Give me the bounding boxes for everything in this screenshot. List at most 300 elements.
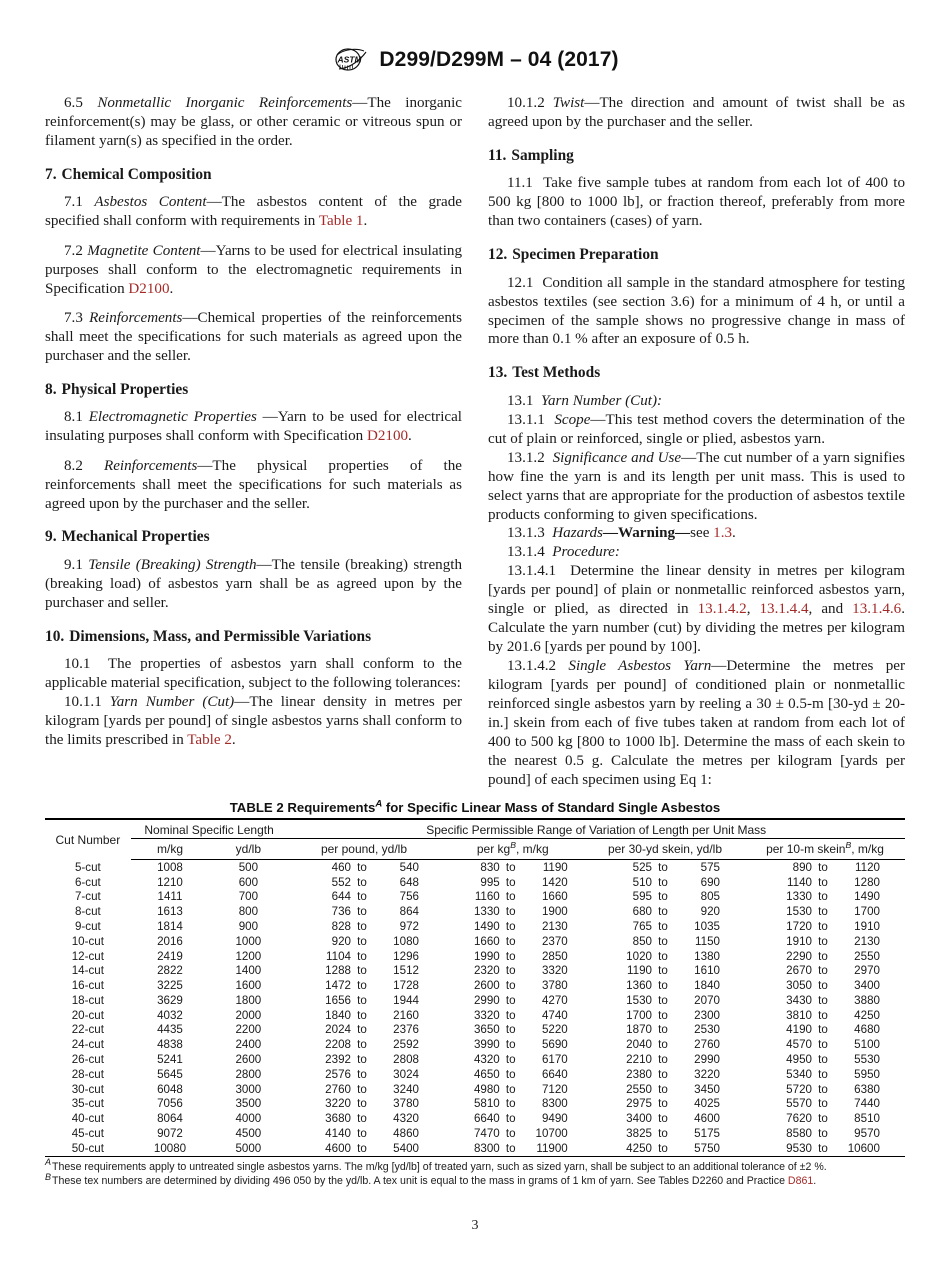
paragraph-10-1-2 <box>488 94 905 132</box>
range-low: 552 <box>331 875 351 889</box>
range-separator: to <box>505 1008 516 1022</box>
table-cell <box>287 904 440 919</box>
cell-mkg: 2822 <box>157 964 183 978</box>
table-row <box>45 919 905 934</box>
clause-text: —This test method covers the determination of the cut of plain or reinforced, single or plied, asbestos yarn. <box>488 411 905 447</box>
clause-number: 13.1 <box>507 392 534 409</box>
range-separator: to <box>505 920 516 934</box>
range-low: 2670 <box>786 964 812 978</box>
range-low: 850 <box>632 934 652 948</box>
range-low: 4950 <box>786 1053 812 1067</box>
range-high: 2970 <box>854 964 880 978</box>
table-row <box>45 993 905 1008</box>
heading-12 <box>488 246 905 264</box>
clause-number: 7.2 <box>64 242 83 259</box>
table-cell <box>287 1126 440 1141</box>
table-cell <box>441 1111 585 1126</box>
range-low: 1190 <box>627 964 652 978</box>
clause-text: —The asbestos content of the grade specified shall conform with requirements in <box>45 194 462 230</box>
range-separator: to <box>818 1008 828 1022</box>
cell-ydlb: 4000 <box>235 1112 262 1126</box>
range-low: 1530 <box>626 993 652 1007</box>
table-row <box>45 1097 905 1112</box>
header-nominal-specific-length: Nominal Specific Length <box>131 820 288 839</box>
link-d2100[interactable]: D2100 <box>128 280 170 297</box>
table-cell <box>745 1111 905 1126</box>
table-cell <box>585 1126 745 1141</box>
table-cell <box>287 1097 440 1112</box>
range-separator: to <box>658 875 668 889</box>
table-cell <box>287 1067 440 1082</box>
range-high: 3780 <box>393 1097 419 1111</box>
table-2-title <box>45 800 905 818</box>
cell-ydlb: 1400 <box>235 964 262 978</box>
paragraph-13-1-4 <box>488 543 905 562</box>
range-low: 2760 <box>325 1082 351 1096</box>
range-low: 2380 <box>626 1067 652 1081</box>
range-separator: to <box>505 1053 516 1067</box>
range-low: 4980 <box>473 1082 500 1096</box>
clause-number: 8.1 <box>64 409 83 426</box>
clause-number: 13.1.3 <box>507 525 545 542</box>
range-separator: to <box>357 1023 367 1037</box>
table-cell <box>287 1008 440 1023</box>
paragraph-8-2 <box>45 457 462 514</box>
table-cell <box>441 890 585 905</box>
link-d2100[interactable]: D2100 <box>366 428 409 445</box>
range-high: 4250 <box>854 1008 880 1022</box>
heading-number: 7. <box>45 165 57 183</box>
cell-ydlb: 1200 <box>235 949 262 963</box>
clause-term: Yarn Number (Cut): <box>540 392 663 409</box>
range-high: 4680 <box>854 1023 880 1037</box>
clause-text-tail: . Calculate the yarn number (cut) by dividing the metres per kilogram by 201.6 [yards per pound by 100]. <box>488 601 905 656</box>
range-high: 4320 <box>393 1112 419 1126</box>
range-separator: to <box>357 890 367 904</box>
table-cell <box>745 875 905 890</box>
range-separator: to <box>357 964 367 978</box>
cell-mkg: 2016 <box>157 934 183 948</box>
table-cell <box>287 978 440 993</box>
cell-cut-number: 16-cut <box>71 979 104 993</box>
range-high: 4740 <box>541 1008 568 1022</box>
cell-cut-number: 12-cut <box>71 949 104 963</box>
paragraph-13-1-4-2 <box>488 657 905 790</box>
range-high: 2376 <box>393 1023 419 1037</box>
range-separator: to <box>505 964 516 978</box>
header-per-30yd-skein: per 30-yd skein, yd/lb <box>585 839 745 860</box>
range-low: 3220 <box>325 1097 351 1111</box>
cell-mkg: 7056 <box>157 1097 183 1111</box>
clause-term: Magnetite Content <box>87 242 201 259</box>
table-row <box>45 1082 905 1097</box>
table-cell <box>745 1097 905 1112</box>
range-separator: to <box>658 1097 668 1111</box>
range-low: 736 <box>331 905 351 919</box>
table-cell <box>287 1023 440 1038</box>
clause-text: —The inorganic reinforcement(s) may be glass, or other ceramic or vitreous spun or filament yarn(s) as specified in the order. <box>45 95 462 149</box>
range-low: 830 <box>480 860 500 874</box>
clause-text-tail: . <box>363 213 368 230</box>
range-separator: to <box>357 1008 367 1022</box>
table-title-post: for Specific Linear Mass of Standard Single Asbestos <box>382 800 721 815</box>
range-high: 1840 <box>694 979 720 993</box>
link-table-1[interactable]: Table 1 <box>318 213 364 230</box>
range-high: 5750 <box>694 1141 720 1155</box>
range-separator: to <box>505 860 516 874</box>
link-13-1-4-2[interactable]: 13.1.4.2 <box>697 601 747 618</box>
range-low: 2320 <box>473 964 500 978</box>
range-separator: to <box>505 890 516 904</box>
range-high: 2808 <box>393 1053 419 1067</box>
range-separator: to <box>357 1053 367 1067</box>
footnote-b <box>45 1171 905 1189</box>
cell-mkg: 1210 <box>157 875 183 889</box>
table-cell <box>745 993 905 1008</box>
range-separator: to <box>357 1141 367 1155</box>
range-low: 1288 <box>325 964 351 978</box>
range-low: 644 <box>331 890 351 904</box>
header-cut-number: Cut Number <box>55 833 121 848</box>
range-low: 1104 <box>326 949 351 963</box>
cell-ydlb: 1800 <box>235 993 262 1007</box>
range-low: 9530 <box>786 1141 812 1155</box>
cell-ydlb: 1000 <box>235 934 262 948</box>
range-high: 2370 <box>541 934 568 948</box>
table-cell <box>287 919 440 934</box>
range-low: 1720 <box>786 920 812 934</box>
heading-title: Physical Properties <box>61 380 189 398</box>
range-low: 1360 <box>626 979 652 993</box>
clause-term: Yarn Number (Cut) <box>109 694 235 711</box>
range-low: 1490 <box>473 920 500 934</box>
range-separator: to <box>505 993 516 1007</box>
header-per-pound: per pound, yd/lb <box>287 839 440 860</box>
table-row <box>45 1126 905 1141</box>
range-high: 5690 <box>541 1038 568 1052</box>
range-separator: to <box>818 1067 828 1081</box>
heading-title: Sampling <box>511 146 574 164</box>
range-high: 1420 <box>541 875 568 889</box>
clause-text: —Determine the metres per kilogram [yards per pound] of conditioned plain or nonmetallic reinforced single asbestos yarn by reeling a 30 ± 0.5-m [30-yd ± 20-in.] skein from each of five tubes taken at random from each lot of 400 to 500 kg [800 to 1000 lb]. Determine the mass of each skein to the nearest 0.5 g. Calculate the metres per kilogram [yards per pound] of each specimen using Eq 1: <box>488 658 905 788</box>
range-low: 2600 <box>473 979 500 993</box>
table-cell <box>441 904 585 919</box>
range-low: 4650 <box>473 1067 500 1081</box>
table-row <box>45 890 905 905</box>
table-cell <box>585 1008 745 1023</box>
astm-logo-icon <box>331 46 369 73</box>
clause-term: Single Asbestos Yarn <box>568 658 712 675</box>
range-low: 1530 <box>786 905 812 919</box>
heading-11 <box>488 147 905 165</box>
range-separator: to <box>658 905 668 919</box>
table-2-footnotes <box>45 1157 905 1189</box>
range-separator: to <box>818 1038 828 1052</box>
table-row <box>45 1052 905 1067</box>
cell-mkg: 2419 <box>157 949 183 963</box>
clause-text: —The cut number of a yarn signifies how fine the yarn is and its length per unit mass. This is used to select yarns that are appropriate for the production of asbestos textile products conforming to given specifications. <box>488 449 905 523</box>
range-separator: to <box>505 1038 516 1052</box>
range-low: 890 <box>792 860 812 874</box>
range-low: 3050 <box>786 979 812 993</box>
clause-separator: , <box>746 601 760 618</box>
footnote-marker-b: B <box>510 840 516 850</box>
range-low: 4190 <box>786 1023 812 1037</box>
paragraph-13-1-2 <box>488 449 905 525</box>
range-separator: to <box>818 920 828 934</box>
table-cell <box>441 1067 585 1082</box>
heading-7 <box>45 166 462 184</box>
clause-number: 10.1.1 <box>64 694 102 711</box>
cell-mkg: 4838 <box>157 1038 183 1052</box>
range-low: 525 <box>632 860 652 874</box>
link-table-2[interactable]: Table 2 <box>187 732 232 748</box>
heading-title: Test Methods <box>512 364 601 382</box>
table-row <box>45 904 905 919</box>
range-separator: to <box>357 905 367 919</box>
range-low: 6640 <box>473 1112 500 1126</box>
table-cell <box>745 1008 905 1023</box>
range-high: 5175 <box>694 1126 720 1140</box>
table-cell <box>441 1126 585 1141</box>
range-high: 5100 <box>854 1038 880 1052</box>
table-2-body <box>45 860 905 1157</box>
range-high: 6640 <box>541 1067 568 1081</box>
range-low: 460 <box>331 860 351 874</box>
range-separator: to <box>357 934 367 948</box>
cell-cut-number: 14-cut <box>71 964 104 978</box>
range-separator: to <box>658 949 668 963</box>
cell-ydlb: 1600 <box>235 979 262 993</box>
cell-mkg: 1411 <box>157 890 183 904</box>
cell-cut-number: 35-cut <box>71 1097 104 1111</box>
range-high: 1944 <box>393 993 419 1007</box>
range-separator: to <box>505 905 516 919</box>
table-row <box>45 1037 905 1052</box>
range-separator: to <box>357 875 367 889</box>
range-high: 8300 <box>541 1097 568 1111</box>
table-cell <box>585 1023 745 1038</box>
range-high: 7120 <box>541 1082 568 1096</box>
range-high: 756 <box>399 890 419 904</box>
range-high: 6380 <box>854 1082 880 1096</box>
table-cell <box>287 875 440 890</box>
clause-number: 13.1.4.1 <box>507 563 557 580</box>
table-header-sub-row <box>45 839 905 860</box>
table-row <box>45 1111 905 1126</box>
range-low: 5570 <box>786 1097 812 1111</box>
clause-text: The properties of asbestos yarn shall conform to the applicable material specification, subject to the following tolerances: <box>45 656 462 692</box>
cell-mkg: 4435 <box>157 1023 183 1037</box>
clause-text: —The tensile (breaking) strength (breaking load) of asbestos yarn shall be as agreed upon by the purchaser and seller. <box>45 556 462 611</box>
cell-ydlb: 2800 <box>235 1067 262 1081</box>
range-high: 2760 <box>694 1038 720 1052</box>
range-high: 3240 <box>393 1082 419 1096</box>
table-cell <box>745 919 905 934</box>
range-high: 2070 <box>694 993 720 1007</box>
table-cell <box>441 1052 585 1067</box>
clause-text: —Yarns to be used for electrical insulating purposes shall conform to the electromagnetic requirements in Specification <box>45 242 463 297</box>
range-high: 2850 <box>541 949 568 963</box>
range-separator: to <box>357 860 367 874</box>
table-cell <box>287 1037 440 1052</box>
range-high: 2530 <box>694 1023 720 1037</box>
range-separator: to <box>357 993 367 1007</box>
range-separator: to <box>658 964 668 978</box>
table-cell <box>585 919 745 934</box>
range-high: 1910 <box>854 920 880 934</box>
cell-mkg: 1814 <box>157 920 183 934</box>
table-cell <box>745 1126 905 1141</box>
link-1-3[interactable]: 1.3 <box>713 525 733 542</box>
clause-term: Electromagnetic Properties <box>88 409 257 426</box>
cell-ydlb: 3000 <box>235 1082 262 1096</box>
cell-cut-number: 26-cut <box>71 1053 104 1067</box>
clause-term: Reinforcements <box>104 457 198 474</box>
table-cell <box>745 1023 905 1038</box>
range-separator: to <box>658 1038 668 1052</box>
cell-ydlb: 600 <box>238 875 259 889</box>
range-separator: to <box>505 1082 516 1096</box>
heading-13 <box>488 364 905 382</box>
range-separator: to <box>818 993 828 1007</box>
footnote-b-text: These tex numbers are determined by dividing 496 050 by the yd/lb. A tex unit is equal to the mass in grams of 1 km of yarn. See Tables D2260 and Practice <box>52 1175 788 1188</box>
cell-mkg: 1613 <box>157 905 183 919</box>
table-cell <box>585 860 745 875</box>
range-separator: to <box>505 934 516 948</box>
clause-number: 11.1 <box>507 175 533 192</box>
clause-term: Hazards <box>552 525 603 542</box>
cell-cut-number: 5-cut <box>74 860 101 874</box>
range-separator: to <box>818 1053 828 1067</box>
range-separator: to <box>357 1067 367 1081</box>
footnote-a-text: These requirements apply to untreated single asbestos yarns. The m/kg [yd/lb] of treated yarn, such as sized yarn, shall be subject to an additional tolerance of ±2 %. <box>52 1160 827 1173</box>
table-cell <box>745 890 905 905</box>
table-row <box>45 949 905 964</box>
table-cell <box>287 1052 440 1067</box>
range-separator: to <box>658 1082 668 1096</box>
table-cell <box>287 1111 440 1126</box>
range-high: 805 <box>700 890 720 904</box>
range-separator: to <box>818 875 828 889</box>
range-low: 1330 <box>786 890 812 904</box>
cell-cut-number: 22-cut <box>71 1023 104 1037</box>
cell-cut-number: 10-cut <box>71 934 104 948</box>
range-low: 2290 <box>786 949 812 963</box>
range-high: 3024 <box>393 1067 419 1081</box>
range-high: 1035 <box>694 920 720 934</box>
clause-text: —Chemical properties of the reinforcements shall meet the specifications for such materials as agreed upon the purchaser and the seller. <box>45 309 462 364</box>
clause-separator: , and <box>808 601 853 618</box>
range-low: 595 <box>632 890 652 904</box>
range-low: 680 <box>632 905 652 919</box>
clause-number: 13.1.1 <box>507 411 545 428</box>
paragraph-10-1 <box>45 655 462 693</box>
header-specific-permissible-range: Specific Permissible Range of Variation of Length per Unit Mass <box>287 820 905 839</box>
page-number: 3 <box>471 1218 479 1233</box>
table-cell <box>585 1111 745 1126</box>
range-high: 5530 <box>854 1053 880 1067</box>
range-high: 1380 <box>694 949 720 963</box>
header-per-kg: per $kg^B$, m/kg <box>441 839 585 860</box>
cell-mkg: 6048 <box>157 1082 183 1096</box>
table-cell <box>585 949 745 964</box>
table-cell <box>585 1067 745 1082</box>
range-high: 5950 <box>854 1067 880 1081</box>
range-low: 5340 <box>786 1067 812 1081</box>
footnote-a <box>45 1157 905 1175</box>
range-low: 3825 <box>626 1126 652 1140</box>
range-separator: to <box>658 1141 668 1155</box>
table-2-container <box>45 800 905 1189</box>
table-cell <box>441 934 585 949</box>
range-low: 7470 <box>473 1126 500 1140</box>
range-high: 11900 <box>536 1141 568 1155</box>
range-separator: to <box>505 875 516 889</box>
range-separator: to <box>357 1082 367 1096</box>
range-low: 765 <box>632 920 652 934</box>
range-separator: to <box>505 1023 516 1037</box>
table-cell <box>287 1141 440 1156</box>
clause-term: Scope <box>554 411 591 428</box>
range-high: 1512 <box>393 964 419 978</box>
table-2 <box>45 818 905 1157</box>
table-cell <box>441 919 585 934</box>
range-high: 864 <box>399 905 419 919</box>
cell-ydlb: 5000 <box>235 1141 262 1155</box>
table-header-group-row <box>45 820 905 839</box>
range-separator: to <box>658 1112 668 1126</box>
range-low: 2208 <box>325 1038 351 1052</box>
cell-cut-number: 8-cut <box>74 905 101 919</box>
paragraph-12-1 <box>488 274 905 350</box>
range-high: 2592 <box>393 1038 419 1052</box>
range-separator: to <box>505 1067 516 1081</box>
paragraph-13-1 <box>488 392 905 411</box>
clause-term: Significance and Use <box>552 449 682 466</box>
range-low: 3680 <box>325 1112 351 1126</box>
clause-number: 13.1.2 <box>507 449 545 466</box>
range-low: 1660 <box>473 934 500 948</box>
range-separator: to <box>818 1082 828 1096</box>
heading-number: 10. <box>45 627 65 645</box>
clause-term: Tensile (Breaking) Strength <box>88 556 257 573</box>
table-cell <box>287 963 440 978</box>
table-cell <box>441 875 585 890</box>
range-high: 3400 <box>854 979 880 993</box>
clause-text-tail: . <box>231 732 236 748</box>
link-13-1-4-6[interactable]: 13.1.4.6 <box>852 601 902 618</box>
link-d861[interactable]: D861 <box>787 1175 814 1188</box>
heading-10 <box>45 628 462 646</box>
heading-8 <box>45 381 462 399</box>
range-high: 8510 <box>854 1112 880 1126</box>
link-13-1-4-4[interactable]: 13.1.4.4 <box>759 601 809 618</box>
range-high: 5220 <box>541 1023 568 1037</box>
heading-title: Dimensions, Mass, and Permissible Variations <box>69 627 372 645</box>
range-separator: to <box>505 949 516 963</box>
cell-cut-number: 45-cut <box>71 1126 104 1140</box>
range-separator: to <box>505 1097 516 1111</box>
clause-text: —The linear density in metres per kilogram [yards per pound] of single asbestos yarns shall conform to the limits prescribed in <box>45 694 462 748</box>
range-separator: to <box>658 920 668 934</box>
document-title: D299/D299M – 04 (2017) <box>379 47 619 71</box>
range-separator: to <box>357 949 367 963</box>
heading-title: Specimen Preparation <box>512 246 659 264</box>
cell-cut-number: 9-cut <box>74 920 101 934</box>
heading-number: 11. <box>488 146 507 164</box>
table-cell <box>441 978 585 993</box>
